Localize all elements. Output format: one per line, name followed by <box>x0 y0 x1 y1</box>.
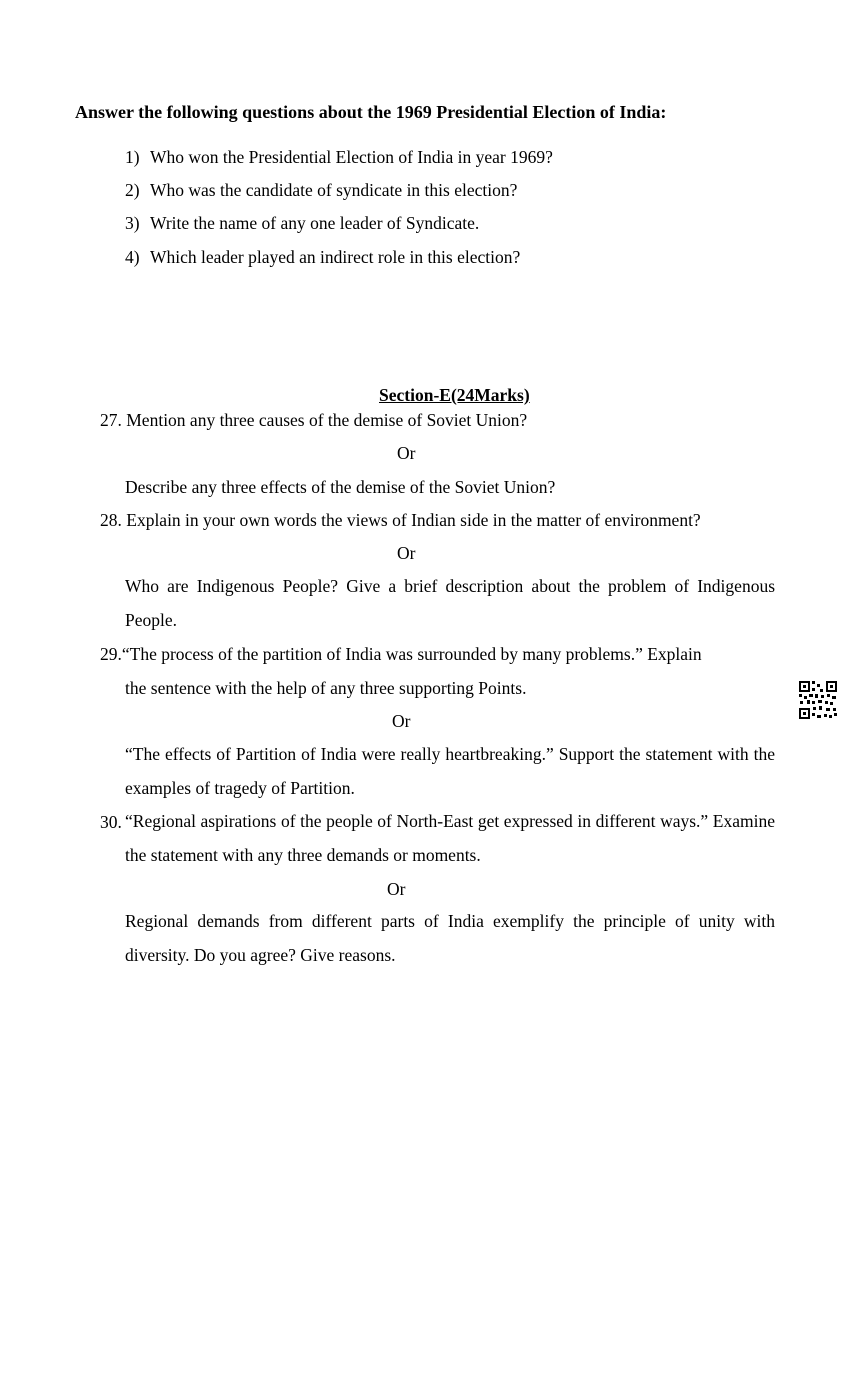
question-text: Explain in your own words the views of Indian side in the matter of environment? <box>126 510 701 530</box>
question-text: Which leader played an indirect role in this election? <box>150 247 521 267</box>
question-text: Write the name of any one leader of Syndicate. <box>150 213 480 233</box>
qr-code-icon <box>798 680 838 720</box>
question-text: Who was the candidate of syndicate in this election? <box>150 180 518 200</box>
question-30-alternative: Regional demands from different parts of India exemplify the principle of unity with diversity. Do you agree? Give reasons. <box>125 911 775 965</box>
question-text: Who won the Presidential Election of India in year 1969? <box>150 147 553 167</box>
question-text: “The process of the partition of India was surrounded by many problems.” Explain <box>121 644 702 664</box>
question-number: 29. <box>100 644 122 664</box>
question-29 <box>100 642 702 666</box>
question-number: 28. <box>100 510 122 530</box>
question-29-alternative: “The effects of Partition of India were really heartbreaking.” Support the statement with the examples of tragedy of Partition. <box>125 744 775 798</box>
or-separator: Or <box>397 443 416 463</box>
intro-question-4 <box>125 245 520 269</box>
question-text: Mention any three causes of the demise of Soviet Union? <box>126 410 528 430</box>
or-separator: Or <box>397 543 416 563</box>
question-28 <box>100 508 701 532</box>
question-28-alternative: Who are Indigenous People? Give a brief description about the problem of Indigenous People. <box>125 576 775 630</box>
or-separator: Or <box>387 879 406 899</box>
question-number: 4) <box>125 247 140 267</box>
or-separator: Or <box>392 711 411 731</box>
question-number: 27. <box>100 410 122 430</box>
question-number: 1) <box>125 147 140 167</box>
intro-question-1 <box>125 145 553 169</box>
question-27 <box>100 408 527 432</box>
question-29-continuation: the sentence with the help of any three supporting Points. <box>125 678 527 698</box>
question-number: 3) <box>125 213 140 233</box>
section-title: Section-E(24Marks) <box>379 385 530 405</box>
intro-question-3 <box>125 211 479 235</box>
question-30-text: “Regional aspirations of the people of North-East get expressed in different ways.” Examine the statement with any three demands or moments. <box>125 811 775 865</box>
intro-question-2 <box>125 178 517 202</box>
intro-heading: Answer the following questions about the 1969 Presidential Election of India: <box>75 102 667 122</box>
question-30-number: 30. <box>100 812 122 832</box>
question-number: 2) <box>125 180 140 200</box>
question-27-alternative: Describe any three effects of the demise of the Soviet Union? <box>125 477 556 497</box>
